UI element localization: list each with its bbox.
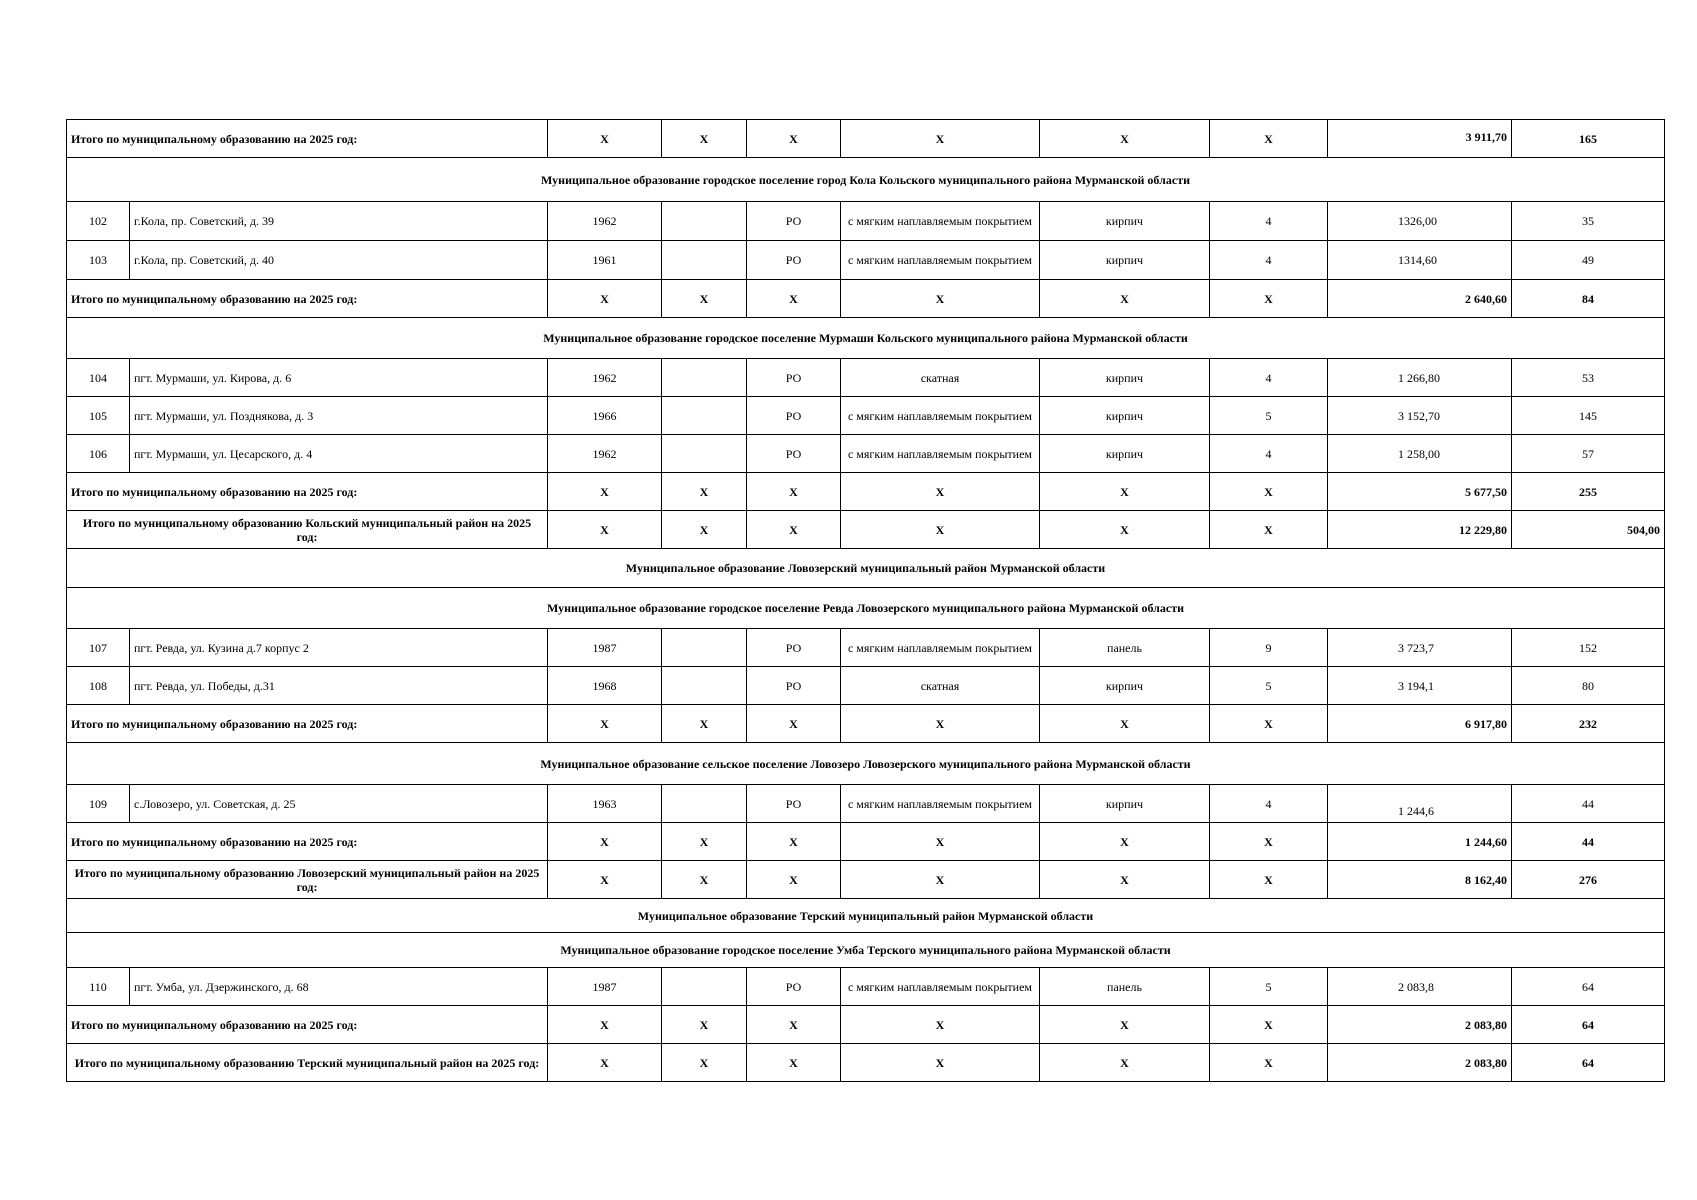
x-mark-cell: X bbox=[841, 280, 1040, 318]
total-count-cell: 276 bbox=[1512, 861, 1665, 899]
section-title: Муниципальное образование городское поселение Умба Терского муниципального района Мурманской области bbox=[67, 933, 1665, 968]
x-mark-cell: X bbox=[841, 511, 1040, 549]
empty-cell bbox=[662, 359, 747, 397]
section-title: Муниципальное образование городское поселение Мурмаши Кольского муниципального района Мурманской области bbox=[67, 318, 1665, 359]
area-cell: 3 723,7 bbox=[1328, 629, 1512, 667]
total-area-cell: 1 244,60 bbox=[1328, 823, 1512, 861]
section-title: Муниципальное образование Ловозерский муниципальный район Мурманской области bbox=[67, 549, 1665, 588]
address-cell: пгт. Ревда, ул. Победы, д.31 bbox=[130, 667, 548, 705]
x-mark-cell: X bbox=[1210, 120, 1328, 158]
row-number-cell: 109 bbox=[67, 785, 130, 823]
total-label-cell: Итого по муниципальному образованию Ловозерский муниципальный район на 2025 год: bbox=[67, 861, 548, 899]
x-mark-cell: X bbox=[662, 1044, 747, 1082]
address-cell: пгт. Мурмаши, ул. Кирова, д. 6 bbox=[130, 359, 548, 397]
x-mark-cell: X bbox=[1210, 473, 1328, 511]
x-mark-cell: X bbox=[841, 823, 1040, 861]
x-mark-cell: X bbox=[662, 473, 747, 511]
total-row bbox=[67, 861, 1665, 899]
roof-cell: с мягким наплавляемым покрытием bbox=[841, 202, 1040, 241]
row-number-cell: 102 bbox=[67, 202, 130, 241]
type-cell: РО bbox=[747, 968, 841, 1006]
table-row bbox=[67, 629, 1665, 667]
total-count-cell: 64 bbox=[1512, 1044, 1665, 1082]
table-row bbox=[67, 397, 1665, 435]
x-mark-cell: X bbox=[1040, 1044, 1210, 1082]
type-cell: РО bbox=[747, 667, 841, 705]
address-cell: г.Кола, пр. Советский, д. 39 bbox=[130, 202, 548, 241]
x-mark-cell: X bbox=[841, 1006, 1040, 1044]
x-mark-cell: X bbox=[1210, 1006, 1328, 1044]
table-row bbox=[67, 241, 1665, 280]
section-header-row bbox=[67, 549, 1665, 588]
type-cell: РО bbox=[747, 241, 841, 280]
x-mark-cell: X bbox=[548, 280, 662, 318]
empty-cell bbox=[662, 667, 747, 705]
section-title: Муниципальное образование городское поселение город Кола Кольского муниципального района Мурманской области bbox=[67, 158, 1665, 202]
area-cell: 3 194,1 bbox=[1328, 667, 1512, 705]
section-header-row bbox=[67, 743, 1665, 785]
floors-cell: 5 bbox=[1210, 667, 1328, 705]
roof-cell: с мягким наплавляемым покрытием bbox=[841, 785, 1040, 823]
count-cell: 145 bbox=[1512, 397, 1665, 435]
row-number-cell: 107 bbox=[67, 629, 130, 667]
total-row bbox=[67, 473, 1665, 511]
x-mark-cell: X bbox=[747, 705, 841, 743]
x-mark-cell: X bbox=[1040, 280, 1210, 318]
total-count-cell: 64 bbox=[1512, 1006, 1665, 1044]
address-cell: пгт. Умба, ул. Дзержинского, д. 68 bbox=[130, 968, 548, 1006]
x-mark-cell: X bbox=[662, 120, 747, 158]
x-mark-cell: X bbox=[747, 511, 841, 549]
count-cell: 57 bbox=[1512, 435, 1665, 473]
total-row bbox=[67, 823, 1665, 861]
area-cell: 2 083,8 bbox=[1328, 968, 1512, 1006]
type-cell: РО bbox=[747, 397, 841, 435]
row-number-cell: 104 bbox=[67, 359, 130, 397]
total-label-cell: Итого по муниципальному образованию на 2025 год: bbox=[67, 120, 548, 158]
section-title: Муниципальное образование Терский муниципальный район Мурманской области bbox=[67, 899, 1665, 933]
x-mark-cell: X bbox=[548, 861, 662, 899]
section-title: Муниципальное образование городское поселение Ревда Ловозерского муниципального района Мурманской области bbox=[67, 588, 1665, 629]
wall-material-cell: кирпич bbox=[1040, 359, 1210, 397]
total-area-cell: 8 162,40 bbox=[1328, 861, 1512, 899]
total-count-cell: 165 bbox=[1512, 120, 1665, 158]
table-row bbox=[67, 968, 1665, 1006]
total-count-cell: 232 bbox=[1512, 705, 1665, 743]
x-mark-cell: X bbox=[747, 861, 841, 899]
total-area-cell: 5 677,50 bbox=[1328, 473, 1512, 511]
total-row bbox=[67, 280, 1665, 318]
area-cell: 1 266,80 bbox=[1328, 359, 1512, 397]
floors-cell: 4 bbox=[1210, 241, 1328, 280]
area-cell: 3 152,70 bbox=[1328, 397, 1512, 435]
x-mark-cell: X bbox=[747, 280, 841, 318]
area-cell: 1326,00 bbox=[1328, 202, 1512, 241]
x-mark-cell: X bbox=[1040, 120, 1210, 158]
year-cell: 1987 bbox=[548, 629, 662, 667]
x-mark-cell: X bbox=[548, 1006, 662, 1044]
section-header-row bbox=[67, 158, 1665, 202]
total-count-cell: 44 bbox=[1512, 823, 1665, 861]
x-mark-cell: X bbox=[662, 705, 747, 743]
x-mark-cell: X bbox=[747, 120, 841, 158]
area-cell: 1314,60 bbox=[1328, 241, 1512, 280]
housing-register-table bbox=[66, 119, 1665, 1082]
total-label-cell: Итого по муниципальному образованию на 2025 год: bbox=[67, 473, 548, 511]
roof-cell: с мягким наплавляемым покрытием bbox=[841, 968, 1040, 1006]
empty-cell bbox=[662, 785, 747, 823]
section-header-row bbox=[67, 318, 1665, 359]
section-header-row bbox=[67, 588, 1665, 629]
floors-cell: 5 bbox=[1210, 968, 1328, 1006]
type-cell: РО bbox=[747, 359, 841, 397]
count-cell: 44 bbox=[1512, 785, 1665, 823]
roof-cell: с мягким наплавляемым покрытием bbox=[841, 435, 1040, 473]
x-mark-cell: X bbox=[548, 705, 662, 743]
x-mark-cell: X bbox=[1210, 511, 1328, 549]
type-cell: РО bbox=[747, 629, 841, 667]
x-mark-cell: X bbox=[548, 511, 662, 549]
row-number-cell: 103 bbox=[67, 241, 130, 280]
row-number-cell: 108 bbox=[67, 667, 130, 705]
total-area-cell: 2 083,80 bbox=[1328, 1006, 1512, 1044]
count-cell: 49 bbox=[1512, 241, 1665, 280]
empty-cell bbox=[662, 435, 747, 473]
year-cell: 1963 bbox=[548, 785, 662, 823]
total-count-cell: 255 bbox=[1512, 473, 1665, 511]
x-mark-cell: X bbox=[1210, 1044, 1328, 1082]
count-cell: 64 bbox=[1512, 968, 1665, 1006]
year-cell: 1962 bbox=[548, 359, 662, 397]
address-cell: пгт. Ревда, ул. Кузина д.7 корпус 2 bbox=[130, 629, 548, 667]
x-mark-cell: X bbox=[548, 120, 662, 158]
address-cell: пгт. Мурмаши, ул. Позднякова, д. 3 bbox=[130, 397, 548, 435]
roof-cell: скатная bbox=[841, 667, 1040, 705]
x-mark-cell: X bbox=[747, 823, 841, 861]
count-cell: 80 bbox=[1512, 667, 1665, 705]
total-label-cell: Итого по муниципальному образованию на 2025 год: bbox=[67, 823, 548, 861]
table-row bbox=[67, 359, 1665, 397]
table-row bbox=[67, 667, 1665, 705]
x-mark-cell: X bbox=[747, 473, 841, 511]
x-mark-cell: X bbox=[841, 1044, 1040, 1082]
section-header-row bbox=[67, 933, 1665, 968]
total-label-cell: Итого по муниципальному образованию на 2025 год: bbox=[67, 705, 548, 743]
total-row bbox=[67, 120, 1665, 158]
roof-cell: с мягким наплавляемым покрытием bbox=[841, 241, 1040, 280]
x-mark-cell: X bbox=[1040, 473, 1210, 511]
year-cell: 1966 bbox=[548, 397, 662, 435]
table-row bbox=[67, 785, 1665, 823]
wall-material-cell: панель bbox=[1040, 968, 1210, 1006]
x-mark-cell: X bbox=[841, 861, 1040, 899]
x-mark-cell: X bbox=[1040, 705, 1210, 743]
address-cell: с.Ловозеро, ул. Советская, д. 25 bbox=[130, 785, 548, 823]
row-number-cell: 106 bbox=[67, 435, 130, 473]
wall-material-cell: кирпич bbox=[1040, 397, 1210, 435]
total-area-cell: 2 083,80 bbox=[1328, 1044, 1512, 1082]
area-cell: 1 244,6 bbox=[1328, 785, 1512, 823]
wall-material-cell: кирпич bbox=[1040, 435, 1210, 473]
section-header-row bbox=[67, 899, 1665, 933]
year-cell: 1962 bbox=[548, 202, 662, 241]
x-mark-cell: X bbox=[841, 473, 1040, 511]
total-area-cell: 6 917,80 bbox=[1328, 705, 1512, 743]
count-cell: 53 bbox=[1512, 359, 1665, 397]
wall-material-cell: кирпич bbox=[1040, 202, 1210, 241]
floors-cell: 4 bbox=[1210, 359, 1328, 397]
x-mark-cell: X bbox=[841, 120, 1040, 158]
x-mark-cell: X bbox=[548, 473, 662, 511]
empty-cell bbox=[662, 968, 747, 1006]
x-mark-cell: X bbox=[662, 511, 747, 549]
floors-cell: 4 bbox=[1210, 785, 1328, 823]
x-mark-cell: X bbox=[1040, 823, 1210, 861]
year-cell: 1961 bbox=[548, 241, 662, 280]
address-cell: г.Кола, пр. Советский, д. 40 bbox=[130, 241, 548, 280]
total-area-cell: 3 911,70 bbox=[1328, 120, 1512, 158]
year-cell: 1968 bbox=[548, 667, 662, 705]
total-label-cell: Итого по муниципальному образованию Терский муниципальный район на 2025 год: bbox=[67, 1044, 548, 1082]
x-mark-cell: X bbox=[1040, 861, 1210, 899]
table-row bbox=[67, 202, 1665, 241]
count-cell: 152 bbox=[1512, 629, 1665, 667]
wall-material-cell: кирпич bbox=[1040, 241, 1210, 280]
x-mark-cell: X bbox=[662, 823, 747, 861]
floors-cell: 9 bbox=[1210, 629, 1328, 667]
total-row bbox=[67, 1044, 1665, 1082]
x-mark-cell: X bbox=[1210, 861, 1328, 899]
area-cell: 1 258,00 bbox=[1328, 435, 1512, 473]
total-count-cell: 504,00 bbox=[1512, 511, 1665, 549]
total-area-cell: 12 229,80 bbox=[1328, 511, 1512, 549]
empty-cell bbox=[662, 241, 747, 280]
type-cell: РО bbox=[747, 785, 841, 823]
floors-cell: 4 bbox=[1210, 435, 1328, 473]
total-count-cell: 84 bbox=[1512, 280, 1665, 318]
type-cell: РО bbox=[747, 202, 841, 241]
roof-cell: с мягким наплавляемым покрытием bbox=[841, 397, 1040, 435]
x-mark-cell: X bbox=[841, 705, 1040, 743]
year-cell: 1962 bbox=[548, 435, 662, 473]
row-number-cell: 110 bbox=[67, 968, 130, 1006]
count-cell: 35 bbox=[1512, 202, 1665, 241]
total-row bbox=[67, 511, 1665, 549]
row-number-cell: 105 bbox=[67, 397, 130, 435]
x-mark-cell: X bbox=[662, 1006, 747, 1044]
roof-cell: скатная bbox=[841, 359, 1040, 397]
type-cell: РО bbox=[747, 435, 841, 473]
x-mark-cell: X bbox=[1040, 511, 1210, 549]
x-mark-cell: X bbox=[1210, 705, 1328, 743]
x-mark-cell: X bbox=[548, 1044, 662, 1082]
wall-material-cell: кирпич bbox=[1040, 785, 1210, 823]
x-mark-cell: X bbox=[662, 861, 747, 899]
total-label-cell: Итого по муниципальному образованию на 2025 год: bbox=[67, 1006, 548, 1044]
x-mark-cell: X bbox=[747, 1006, 841, 1044]
x-mark-cell: X bbox=[1210, 823, 1328, 861]
table-row bbox=[67, 435, 1665, 473]
empty-cell bbox=[662, 629, 747, 667]
roof-cell: с мягким наплавляемым покрытием bbox=[841, 629, 1040, 667]
year-cell: 1987 bbox=[548, 968, 662, 1006]
empty-cell bbox=[662, 202, 747, 241]
x-mark-cell: X bbox=[1040, 1006, 1210, 1044]
x-mark-cell: X bbox=[662, 280, 747, 318]
empty-cell bbox=[662, 397, 747, 435]
total-area-cell: 2 640,60 bbox=[1328, 280, 1512, 318]
wall-material-cell: кирпич bbox=[1040, 667, 1210, 705]
x-mark-cell: X bbox=[747, 1044, 841, 1082]
floors-cell: 5 bbox=[1210, 397, 1328, 435]
x-mark-cell: X bbox=[548, 823, 662, 861]
total-label-cell: Итого по муниципальному образованию Кольский муниципальный район на 2025 год: bbox=[67, 511, 548, 549]
wall-material-cell: панель bbox=[1040, 629, 1210, 667]
total-row bbox=[67, 705, 1665, 743]
total-row bbox=[67, 1006, 1665, 1044]
x-mark-cell: X bbox=[1210, 280, 1328, 318]
floors-cell: 4 bbox=[1210, 202, 1328, 241]
total-label-cell: Итого по муниципальному образованию на 2025 год: bbox=[67, 280, 548, 318]
address-cell: пгт. Мурмаши, ул. Цесарского, д. 4 bbox=[130, 435, 548, 473]
section-title: Муниципальное образование сельское поселение Ловозеро Ловозерского муниципального района Мурманской области bbox=[67, 743, 1665, 785]
